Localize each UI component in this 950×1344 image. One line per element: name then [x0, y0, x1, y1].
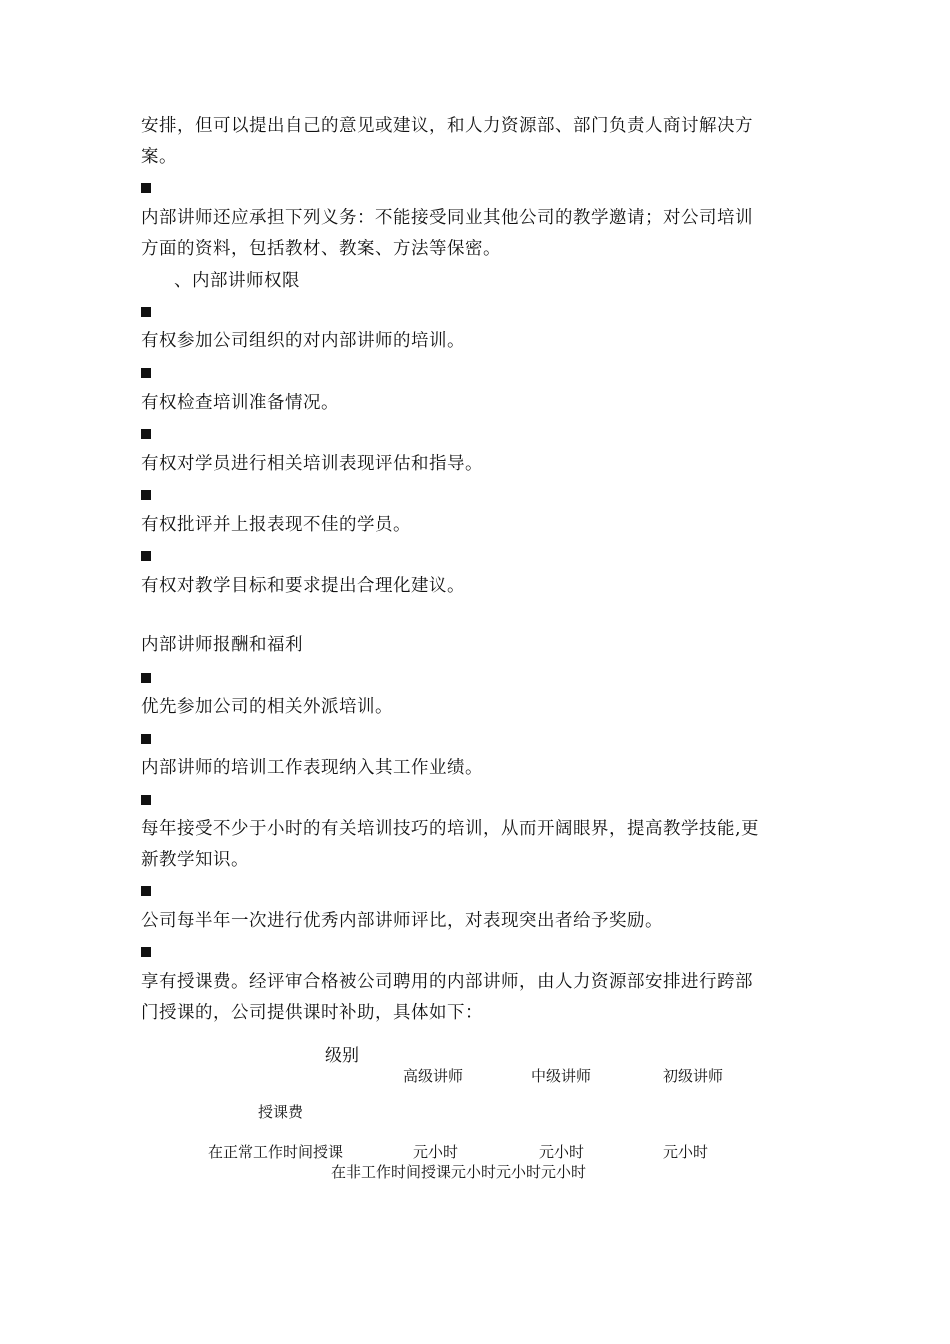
square-bullet-icon — [141, 429, 151, 439]
list-item: 公司每半年一次进行优秀内部讲师评比，对表现突出者给予奖励。 — [141, 911, 663, 931]
list-item: 有权批评并上报表现不佳的学员。 — [141, 515, 411, 535]
list-item: 内部讲师的培训工作表现纳入其工作业绩。 — [141, 758, 483, 778]
list-item: 有权对学员进行相关培训表现评估和指导。 — [141, 454, 483, 474]
table-col-header-senior: 高级讲师 — [403, 1067, 464, 1085]
square-bullet-icon — [141, 886, 151, 896]
section-heading: 、内部讲师权限 — [174, 271, 300, 291]
table-row1-junior: 元小时 — [663, 1143, 709, 1161]
square-bullet-icon — [141, 673, 151, 683]
square-bullet-icon — [141, 795, 151, 805]
list-item: 新教学知识。 — [141, 850, 249, 870]
list-item: 每年接受不少于小时的有关培训技巧的培训，从而开阔眼界，提高教学技能,更 — [141, 819, 760, 839]
square-bullet-icon — [141, 490, 151, 500]
list-item: 有权对教学目标和要求提出合理化建议。 — [141, 576, 465, 596]
paragraph-line: 内部讲师还应承担下列义务：不能接受同业其他公司的教学邀请；对公司培训 — [141, 208, 753, 228]
list-item: 有权参加公司组织的对内部讲师的培训。 — [141, 331, 465, 351]
table-row1-middle: 元小时 — [539, 1143, 585, 1161]
square-bullet-icon — [141, 307, 151, 317]
table-row1-senior: 元小时 — [413, 1143, 459, 1161]
table-level-header: 级别 — [325, 1046, 359, 1066]
list-item: 优先参加公司的相关外派培训。 — [141, 697, 393, 717]
table-col-header-junior: 初级讲师 — [663, 1067, 724, 1085]
list-item: 享有授课费。经评审合格被公司聘用的内部讲师，由人力资源部安排进行跨部 — [141, 972, 753, 992]
list-item: 门授课的，公司提供课时补助，具体如下： — [141, 1003, 483, 1023]
section-heading: 内部讲师报酬和福利 — [141, 635, 303, 655]
paragraph-line: 方面的资料，包括教材、教案、方法等保密。 — [141, 239, 501, 259]
paragraph-line: 安排，但可以提出自己的意见或建议，和人力资源部、部门负责人商讨解决方 — [141, 116, 753, 136]
square-bullet-icon — [141, 183, 151, 193]
table-row2: 在非工作时间授课元小时元小时元小时 — [331, 1163, 587, 1181]
list-item: 有权检查培训准备情况。 — [141, 393, 339, 413]
table-fee-header: 授课费 — [258, 1103, 304, 1121]
square-bullet-icon — [141, 947, 151, 957]
square-bullet-icon — [141, 368, 151, 378]
table-row1-label: 在正常工作时间授课 — [208, 1143, 344, 1161]
paragraph-line: 案。 — [141, 147, 177, 167]
square-bullet-icon — [141, 551, 151, 561]
square-bullet-icon — [141, 734, 151, 744]
table-col-header-middle: 中级讲师 — [531, 1067, 592, 1085]
